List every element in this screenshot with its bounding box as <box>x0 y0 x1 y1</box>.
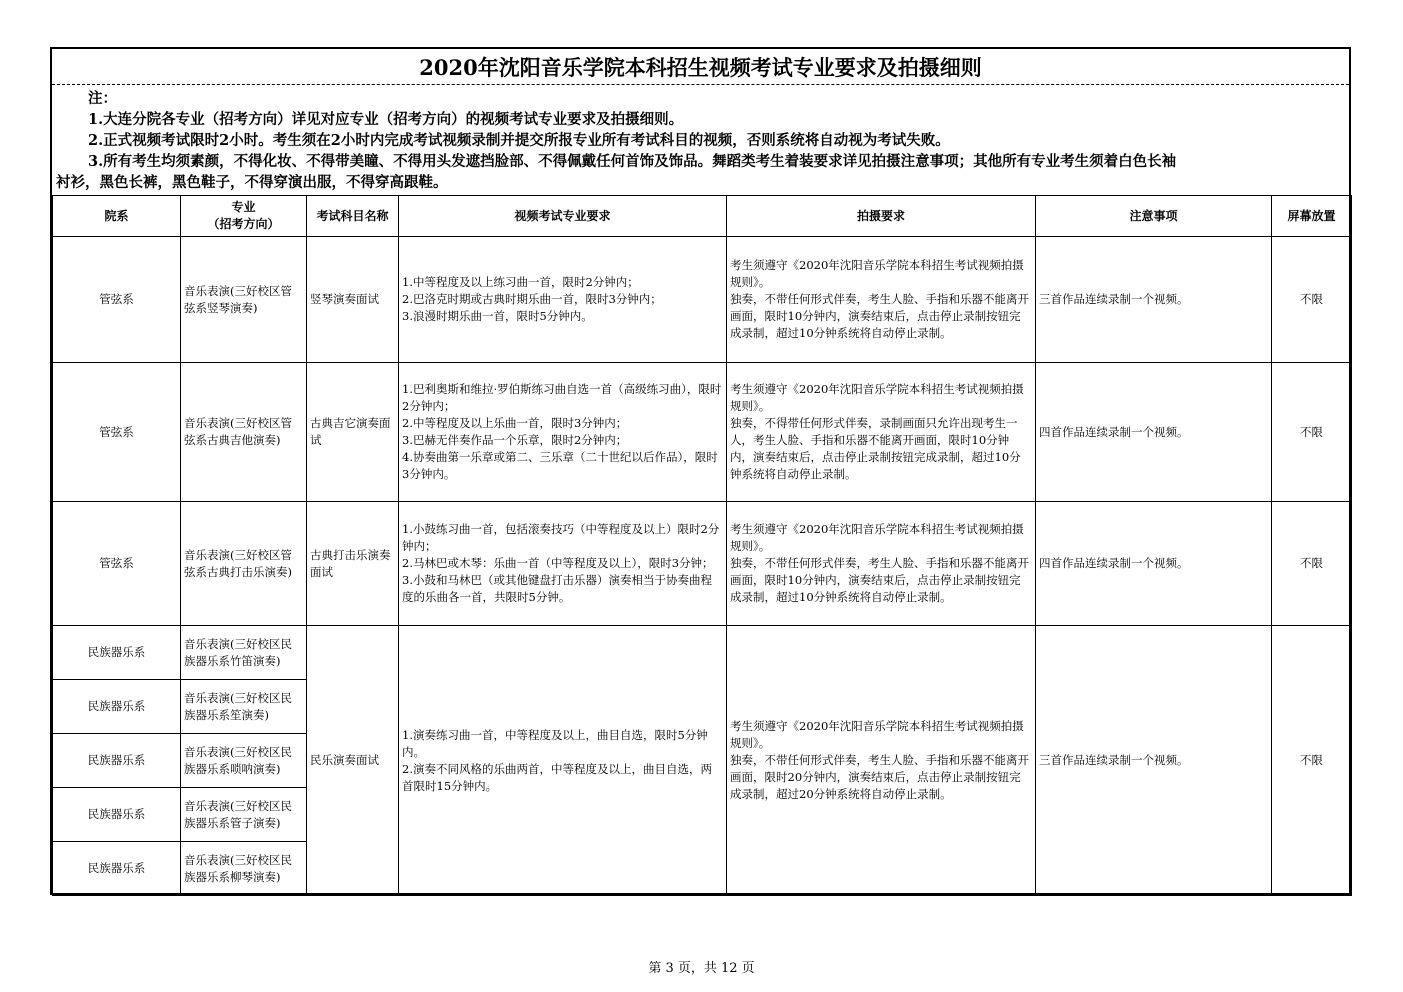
cell-requirements: 1.小鼓练习曲一首，包括滚奏技巧（中等程度及以上）限时2分钟内； 2.马林巴或木琴：乐曲一首（中等程度及以上），限时3分钟； 3.小鼓和马林巴（或其他键盘打击乐器）演奏相当于协奏曲程度的乐曲各一首，共限时5分钟。 <box>399 502 727 626</box>
cell-major: 音乐表演(三好校区管弦系古典打击乐演奏) <box>181 502 307 626</box>
cell-subject: 民乐演奏面试 <box>307 626 399 896</box>
cell-dept: 民族器乐系 <box>53 680 181 734</box>
cell-subject: 古典吉它演奏面试 <box>307 363 399 502</box>
header-notice: 注意事项 <box>1036 196 1272 237</box>
cell-screen: 不限 <box>1272 626 1352 896</box>
table-header-row <box>53 196 1352 237</box>
cell-dept: 民族器乐系 <box>53 626 181 680</box>
table-row <box>53 363 1352 502</box>
header-requirements: 视频考试专业要求 <box>399 196 727 237</box>
cell-dept: 民族器乐系 <box>53 788 181 842</box>
page-footer: 第 3 页，共 12 页 <box>648 961 755 976</box>
note-1: 1.大连分院各专业（招考方向）详见对应专业（招考方向）的视频考试专业要求及拍摄细则。 <box>88 111 684 128</box>
table-row <box>53 626 1352 680</box>
cell-major: 音乐表演(三好校区民族器乐系唢呐演奏) <box>181 734 307 788</box>
cell-major: 音乐表演(三好校区管弦系古典吉他演奏) <box>181 363 307 502</box>
document-sheet <box>50 47 1351 895</box>
cell-subject: 古典打击乐演奏面试 <box>307 502 399 626</box>
cell-notice: 四首作品连续录制一个视频。 <box>1036 502 1272 626</box>
cell-major: 音乐表演(三好校区民族器乐系竹笛演奏) <box>181 626 307 680</box>
header-dept: 院系 <box>53 196 181 237</box>
cell-notice: 四首作品连续录制一个视频。 <box>1036 363 1272 502</box>
header-subject: 考试科目名称 <box>307 196 399 237</box>
cell-requirements: 1.演奏练习曲一首，中等程度及以上，曲目自选，限时5分钟内。 2.演奏不同风格的乐曲两首，中等程度及以上，曲目自选，两首限时15分钟内。 <box>399 626 727 896</box>
cell-major: 音乐表演(三好校区民族器乐系柳琴演奏) <box>181 842 307 896</box>
cell-screen: 不限 <box>1272 237 1352 363</box>
cell-requirements: 1.巴利奥斯和维拉·罗伯斯练习曲自选一首（高级练习曲），限时2分钟内； 2.中等程度及以上乐曲一首，限时3分钟内； 3.巴赫无伴奏作品一个乐章，限时2分钟内； 4.协奏曲第一乐章或第二、三乐章（二十世纪以后作品），限时3分钟内。 <box>399 363 727 502</box>
table-row <box>53 237 1352 363</box>
cell-dept: 管弦系 <box>53 502 181 626</box>
note-2: 2.正式视频考试限时2小时。考生须在2小时内完成考试视频录制并提交所报专业所有考试科目的视频，否则系统将自动视为考试失败。 <box>88 132 950 149</box>
header-screen: 屏幕放置 <box>1272 196 1352 237</box>
requirements-table <box>52 195 1352 896</box>
header-shooting: 拍摄要求 <box>727 196 1036 237</box>
notes-label: 注： <box>88 90 117 107</box>
cell-shooting: 考生须遵守《2020年沈阳音乐学院本科招生考试视频拍摄规则》。 独奏，不得带任何形式伴奏，录制画面只允许出现考生一人，考生人脸、手指和乐器不能离开画面，限时10分钟内，演奏结束后，点击停止录制按钮完成录制，超过10分钟系统将自动停止录制。 <box>727 363 1036 502</box>
cell-shooting: 考生须遵守《2020年沈阳音乐学院本科招生考试视频拍摄规则》。 独奏，不带任何形式伴奏，考生人脸、手指和乐器不能离开画面，限时10分钟内，演奏结束后，点击停止录制按钮完成录制，超过10分钟系统将自动停止录制。 <box>727 237 1036 363</box>
cell-dept: 管弦系 <box>53 237 181 363</box>
cell-screen: 不限 <box>1272 502 1352 626</box>
cell-screen: 不限 <box>1272 363 1352 502</box>
notes-block <box>52 85 1349 195</box>
cell-notice: 三首作品连续录制一个视频。 <box>1036 237 1272 363</box>
note-3: 3.所有考生均须素颜，不得化妆、不得带美瞳、不得用头发遮挡脸部、不得佩戴任何首饰及饰品。舞蹈类考生着装要求详见拍摄注意事项；其他所有专业考生须着白色长袖 <box>88 153 1177 170</box>
cell-shooting: 考生须遵守《2020年沈阳音乐学院本科招生考试视频拍摄规则》。 独奏，不带任何形式伴奏，考生人脸、手指和乐器不能离开画面，限时20分钟内，演奏结束后，点击停止录制按钮完成录制，超过20分钟系统将自动停止录制。 <box>727 626 1036 896</box>
cell-major: 音乐表演(三好校区管弦系竖琴演奏) <box>181 237 307 363</box>
cell-dept: 民族器乐系 <box>53 842 181 896</box>
cell-major: 音乐表演(三好校区民族器乐系笙演奏) <box>181 680 307 734</box>
cell-major: 音乐表演(三好校区民族器乐系管子演奏) <box>181 788 307 842</box>
cell-shooting: 考生须遵守《2020年沈阳音乐学院本科招生考试视频拍摄规则》。 独奏，不带任何形式伴奏，考生人脸、手指和乐器不能离开画面，限时10分钟内，演奏结束后，点击停止录制按钮完成录制，超过10分钟系统将自动停止录制。 <box>727 502 1036 626</box>
cell-dept: 民族器乐系 <box>53 734 181 788</box>
note-3-continued: 衬衫，黑色长裤，黑色鞋子，不得穿演出服，不得穿高跟鞋。 <box>56 174 448 191</box>
cell-subject: 竖琴演奏面试 <box>307 237 399 363</box>
header-major: 专业 （招考方向） <box>181 196 307 237</box>
cell-notice: 三首作品连续录制一个视频。 <box>1036 626 1272 896</box>
table-row <box>53 502 1352 626</box>
page-title: 2020年沈阳音乐学院本科招生视频考试专业要求及拍摄细则 <box>52 49 1349 85</box>
cell-requirements: 1.中等程度及以上练习曲一首，限时2分钟内； 2.巴洛克时期或古典时期乐曲一首，限时3分钟内； 3.浪漫时期乐曲一首，限时5分钟内。 <box>399 237 727 363</box>
cell-dept: 管弦系 <box>53 363 181 502</box>
